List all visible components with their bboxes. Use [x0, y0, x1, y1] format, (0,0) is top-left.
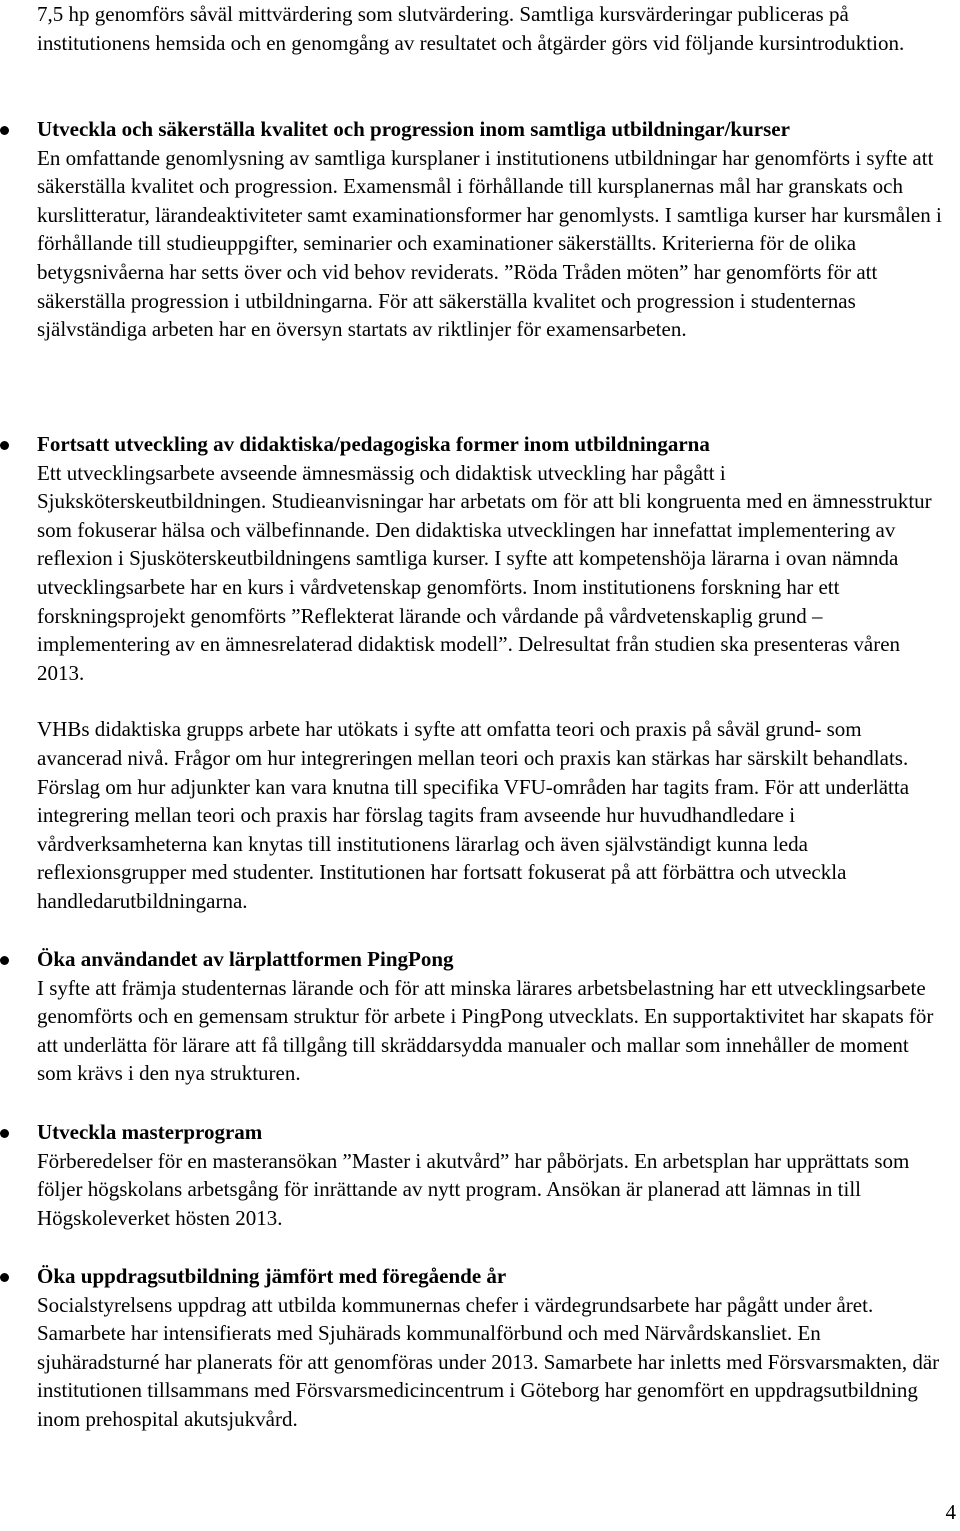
section-content [37, 430, 942, 916]
section-heading: Fortsatt utveckling av didaktiska/pedagogiska former inom utbildningarna [37, 432, 710, 456]
section-heading: Utveckla masterprogram [37, 1120, 263, 1144]
section-content [37, 115, 942, 344]
intro-paragraph: 7,5 hp genomförs såväl mittvärdering som slutvärdering. Samtliga kursvärderingar publiceras på institutionens hemsida och en genomgång av resultatet och åtgärder görs vid följande kursintroduktion. [37, 2, 905, 55]
page-number: 4 [945, 1500, 956, 1524]
section-content [37, 1118, 942, 1232]
bullet-icon [0, 1273, 9, 1282]
section-heading: Öka användandet av lärplattformen PingPong [37, 947, 454, 971]
section-paragraph: VHBs didaktiska grupps arbete har utökats i syfte att omfatta teori och praxis på såväl grund- som avancerad nivå. Frågor om hur integreringen mellan teori och praxis kan stärkas har särskilt behandlats. Förslag om hur adjunkter kan vara knutna till specifika VFU-områden har tagits fram. För att underlätta integrering mellan teori och praxis har förslag tagits fram avseende hur huvudhandledare i vårdverksamheterna kan knytas till institutionens lärarlag och även självständigt kunna leda reflexionsgrupper med studenter. Institutionen har fortsatt fokuserat på att förbättra och utveckla handledarutbildningarna. [37, 717, 910, 913]
bullet-icon [0, 126, 9, 135]
section-paragraph: Ett utvecklingsarbete avseende ämnesmässig och didaktisk utveckling har pågått i Sjuksköterskeutbildningen. Studieanvisningar har arbetats om för att bli kongruenta med en ämnesstruktur som fokuserar hälsa och välbefinnande. Den didaktiska utvecklingen har innefattat implementering av reflexion i Sjusköterskeutbildningens samtliga kurser. I syfte att kompetenshöja lärarna i ovan nämnda utvecklingsarbete har en kurs i vårdvetenskap genomförts. Inom institutionens forskning har ett forskningsprojekt genomförts ”Reflekterat lärande och vårdande på vårdvetenskaplig grund – implementering av en ämnesrelaterad didaktisk modell”. Delresultat från studien ska presenteras våren 2013. [37, 460, 932, 685]
section-heading: Öka uppdragsutbildning jämfört med föregående år [37, 1264, 507, 1288]
bullet-icon [0, 441, 9, 450]
section-paragraph: Socialstyrelsens uppdrag att utbilda kommunernas chefer i värdegrundsarbete har pågått under året. Samarbete har intensifierats med Sjuhärads kommunalförbund och med Närvårdskansliet. En sjuhäradsturné har planerats för att genomföras under 2013. Samarbete har inletts med Försvarsmakten, där institutionen tillsammans med Försvarsmedicincentrum i Göteborg har genomfört en uppdragsutbildning inom prehospital akutsjukvård. [37, 1292, 940, 1431]
section-paragraph: Förberedelser för en masteransökan ”Master i akutvård” har påbörjats. En arbetsplan har upprättats som följer högskolans arbetsgång för inrättande av nytt program. Ansökan är planerad att lämnas in till Högskoleverket hösten 2013. [37, 1148, 910, 1230]
section-paragraph: I syfte att främja studenternas lärande och för att minska lärares arbetsbelastning har ett utvecklingsarbete genomförts och en gemensam struktur för arbete i PingPong utvecklats. En supportaktivitet har skapats för att underlätta för lärare att få tillgång till skräddarsydda manualer och mallar som innehåller de moment som krävs i den nya strukturen. [37, 975, 934, 1086]
section-heading: Utveckla och säkerställa kvalitet och progression inom samtliga utbildningar/kurser [37, 117, 790, 141]
section-content [37, 1262, 942, 1434]
section-content [37, 945, 942, 1088]
bullet-icon [0, 1129, 9, 1138]
section-paragraph: En omfattande genomlysning av samtliga kursplaner i institutionens utbildningar har genomförts i syfte att säkerställa kvalitet och progression. Examensmål i förhållande till kursplanernas mål har granskats och kurslitteratur, lärandeaktiviteter samt examinationsformer har genomlysts. I samtliga kurser har kursmålen i förhållande till studieuppgifter, seminarier och examinationer säkerställts. Kriterierna för de olika betygsnivåerna har setts över och vid behov reviderats. ”Röda Tråden möten” har genomförts för att säkerställa progression i utbildningarna. För att säkerställa kvalitet och progression i studenternas självständiga arbeten har en översyn startats av riktlinjer för examensarbeten. [37, 145, 942, 342]
bullet-icon [0, 956, 9, 965]
